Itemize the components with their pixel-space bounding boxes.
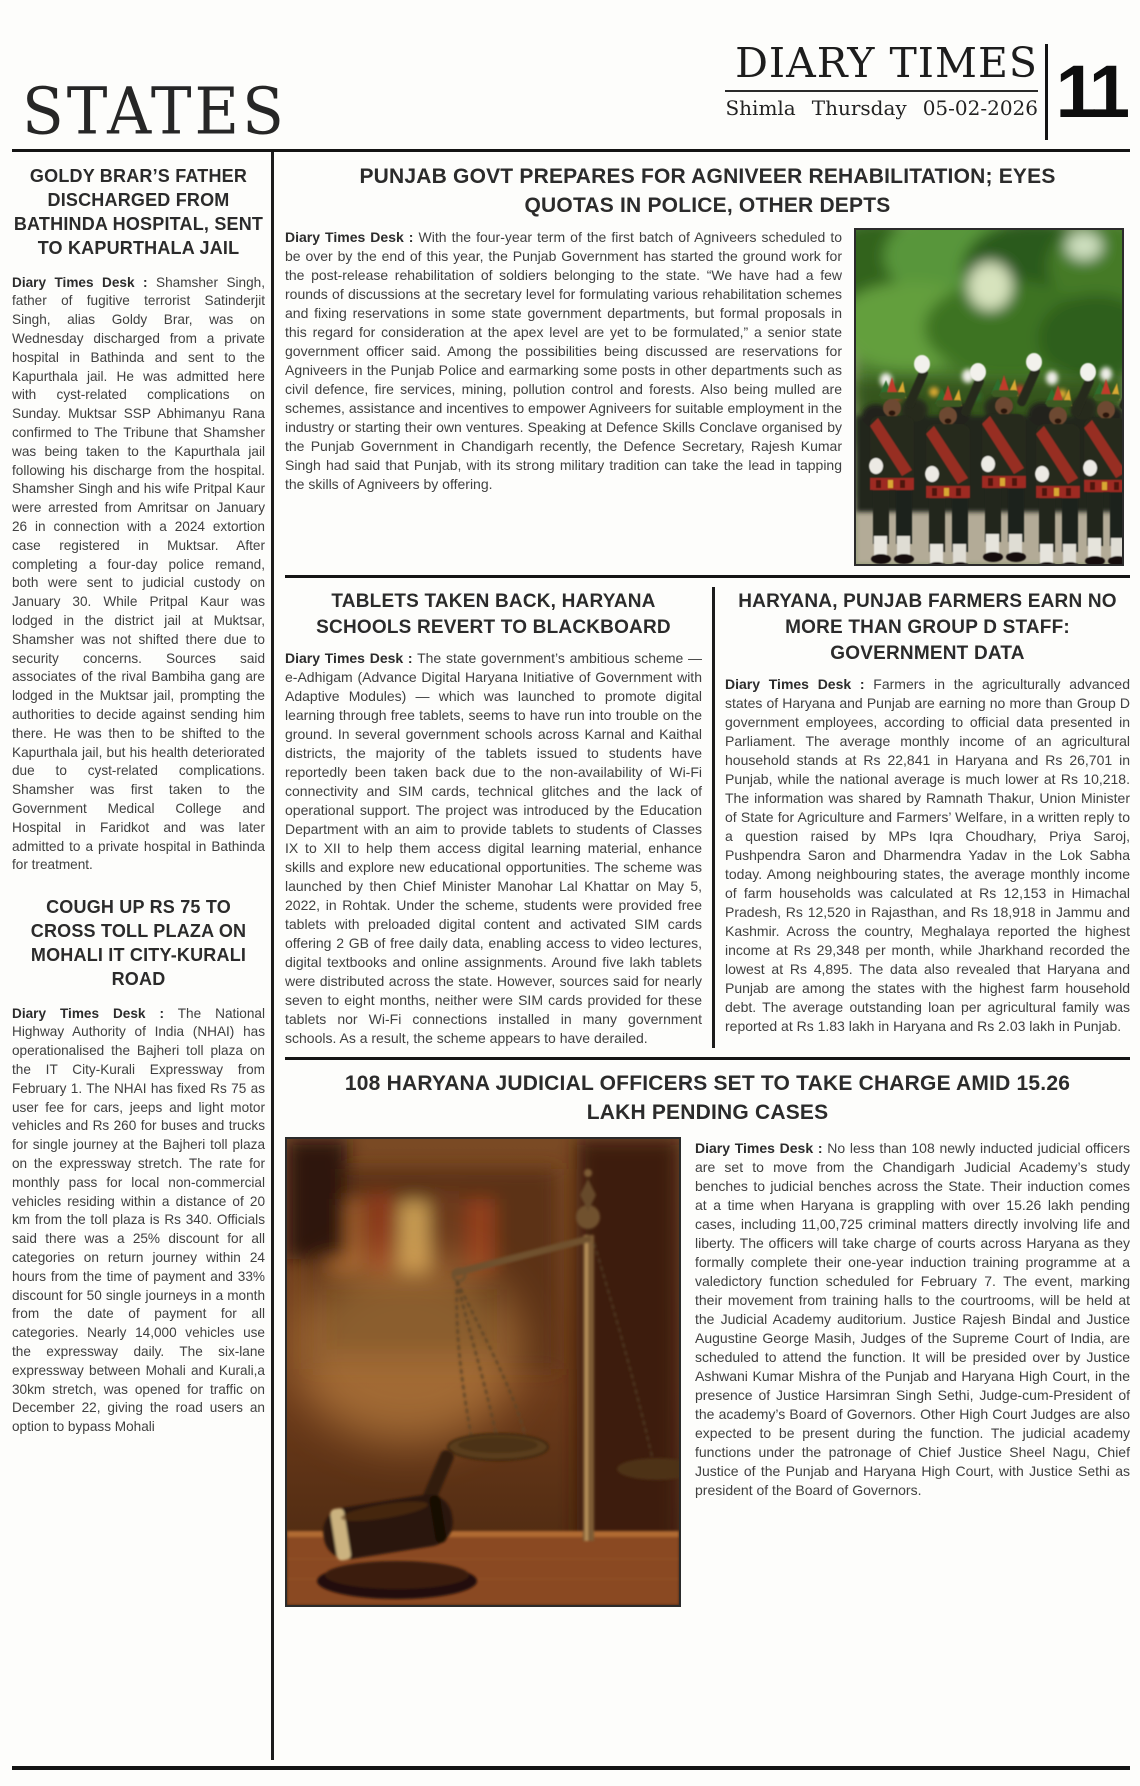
article-judicial (285, 1069, 1130, 1607)
paper-name: DIARY TIMES (735, 39, 1038, 87)
article-body: Diary Times Desk : The National Highway Authority of India (NHAI) has operationalised the Bajheri toll plaza on the IT City-Kurali Expressway from February 1. The NHAI has fixed Rs 75 as user fee for cars, jeeps and light motor vehicles and Rs 260 for buses and trucks for single journey at the Bajheri toll plaza on the expressway stretch. The rate for monthly pass for local non-commercial vehicles residing within a distance of 20 km from the toll plaza is Rs 340. Officials said there was a 25% discount for all categories on return journey within 24 hours from the time of payment and 33% discount for 50 single journeys in a month from the date of payment for all categories. Nearly 14,000 vehicles use the expressway daily. The six-lane expressway between Mohali and Kurali,a 30km stretch, was opened for traffic on December 22, giving the road users an option to bypass Mohali (12, 1005, 266, 1435)
article-headline: GOLDY BRAR’S FATHER DISCHARGED FROM BATHINDA HOSPITAL, SENT TO KAPURTHALA JAIL (13, 166, 264, 258)
article-body: Diary Times Desk : Farmers in the agriculturally advanced states of Haryana and Punjab are earning no more than Group D government employees, according to official data presented in Parliament. The average monthly income of an agricultural household stands at Rs 22,841 in Haryana and Rs 26,701 in Punjab, while the national average is much lower at Rs 10,218. The information was shared by Ramnath Thakur, Union Minister of State for Agriculture and Farmers’ Welfare, in a written reply to a question raised by MPs Iqra Choudhary, Priya Saroj, Pushpendra Saron and Dharmendra Yadav in the Lok Sabha today. Among neighbouring states, the average monthly income of farm households was calculated at Rs 12,153 in Himachal Pradesh, Rs 12,520 in Rajasthan, and Rs 18,918 in Jammu and Kashmir. Across the country, Meghalaya reported the highest income at Rs 29,348 per month, while Jharkhand recorded the lowest at Rs 4,895. The data also revealed that Haryana and Punjab are among the states with the highest farm household debt. The average outstanding loan per agricultural family was reported at Rs 1.83 lakh in Haryana and Rs 2.03 lakh in Punjab. (725, 676, 1130, 1034)
article-tablets (285, 587, 702, 1048)
left-column (12, 158, 265, 1451)
top-rule (12, 149, 1130, 152)
dateline-date: 05-02-2026 (922, 96, 1038, 121)
article-headline: COUGH UP RS 75 TO CROSS TOLL PLAZA ON MOHALI IT CITY-KURALI ROAD (30, 897, 247, 990)
section-divider (285, 575, 1130, 578)
byline: Diary Times Desk : (725, 676, 865, 692)
byline: Diary Times Desk : (12, 1005, 164, 1021)
column-divider (712, 587, 715, 1048)
article-toll-plaza (12, 895, 265, 1437)
dateline-day: Thursday (811, 96, 907, 121)
page-number: 11 (1055, 50, 1126, 133)
article-farmers (725, 587, 1130, 1048)
article-body: Diary Times Desk : No less than 108 newly inducted judicial officers are set to move from the Chandigarh Judicial Academy’s study benches to judicial benches across the State. Their induction comes at a time when Haryana is grappling with over 15.26 lakh pending cases, including 11,00,725 criminal matters directly involving life and liberty. The officers will take charge of courts across Haryana as they formally complete their one-year induction training programme at a valedictory function scheduled for February 7. The event, marking their movement from training halls to the courtrooms, will be held at the Judicial Academy auditorium. Justice Rajesh Bindal and Justice Augustine George Masih, Judges of the Supreme Court of India, are scheduled to attend the function. It will be presided over by Justice Ashwani Kumar Mishra of the Punjab and Haryana High Court, in the presence of Justice Harsimran Singh Sethi, Judge-cum-President of the academy’s Board of Governors. Other High Court Judges are also expected to be present during the function. The judicial academy functions under the patronage of Chief Justice Sheel Nagu, Chief Justice of the Punjab and Haryana High Court, with Justice Sethi as president of the Board of Governors. (695, 1140, 1130, 1498)
masthead-right (725, 39, 1038, 121)
article-body: Diary Times Desk : With the four-year term of the first batch of Agniveers scheduled to be over by the end of this year, the Punjab Government has started the ground work for the post-release rehabilitation of soldiers belonging to the state. “We have had a few rounds of discussions at the secretary level for formulating various rehabilitation schemes and fixing reservations in some state government departments, but formal proposals in this regard for consideration at the apex level are yet to be formulated,” a senior state government officer said. Among the possibilities being discussed are reservations for Agniveers in the Punjab Police and earmarking some posts in other departments such as civil defence, fire services, mining, pollution control and forests. Also being mulled are schemes, assistance and incentives to empower Agniveers for suitable employment in the industry or starting their own ventures. Speaking at Defence Skills Conclave organised by the Punjab Government in Chandigarh recently, the Defence Secretary, Rajesh Kumar Singh had said that Punjab, with its strong military tradition can take the lead in tapping the skills of Agniveers by offering. (285, 229, 843, 492)
article-headline: 108 HARYANA JUDICIAL OFFICERS SET TO TAKE CHARGE AMID 15.26 LAKH PENDING CASES (344, 1072, 1071, 1124)
byline: Diary Times Desk : (695, 1140, 823, 1156)
article-headline: TABLETS TAKEN BACK, HARYANA SCHOOLS REVERT TO BLACKBOARD (316, 591, 671, 638)
byline: Diary Times Desk : (12, 274, 148, 290)
main-area (285, 156, 1130, 1607)
bottom-rule (12, 1766, 1130, 1770)
masthead-vertical-rule (1045, 44, 1048, 140)
dateline-city: Shimla (725, 96, 796, 121)
article-headline: HARYANA, PUNJAB FARMERS EARN NO MORE THAN GROUP D STAFF: GOVERNMENT DATA (738, 591, 1117, 664)
byline: Diary Times Desk : (285, 650, 413, 666)
article-body: Diary Times Desk : Shamsher Singh, father of fugitive terrorist Satinderjit Singh, alias Goldy Brar, was on Wednesday discharged from a private hospital in Bathinda and sent to the Kapurthala jail. He was admitted here with cyst-related complications on Sunday. Muktsar SSP Abhimanyu Rana confirmed to The Tribune that Shamsher was being taken to the Kapurthala jail following his discharge from the hospital. Shamsher Singh and his wife Pritpal Kaur were arrested from Amritsar on January 26 in connection with a 2024 extortion case registered in Muktsar. After completing a four-day police remand, both were sent to judicial custody on January 30. While Pritpal Kaur was lodged in the district jail at Muktsar, Shamsher was not shifted there due to security concerns. Sources said associates of the rival Bambiha gang are lodged in the Muktsar jail, prompting the authorities to decide against sending him there. He was then to be shifted to the Kapurthala jail, but his health deteriorated due to cyst-related complications. Shamsher was first taken to the Government Medical College and Hospital in Faridkot and was later admitted to a private hospital in Bathinda for treatment. (12, 274, 265, 873)
scales-of-justice-gavel-illustration (287, 1139, 679, 1605)
article-body: Diary Times Desk : The state government’s ambitious scheme — e-Adhigam (Advance Digital Haryana Initiative of Government with Adaptive Modules) — which was launched to promote digital learning through free tablets, seems to have run into trouble on the ground. In several government schools across Karnal and Kaithal districts, the majority of the tablets issued to students have reportedly been taken back due to the non-availability of Wi-Fi connectivity and SIM cards, technical glitches and the lack of operational support. The project was introduced by the Education Department with an aim to provide tablets to students of Classes IX to XII to help them access digital learning material, enhance skills and explore new educational opportunities. The scheme was launched by then Chief Minister Manohar Lal Khattar on May 5, 2022, in Rohtak. Under the scheme, students were provided free tablets with preloaded digital content and activated SIM cards offering 2 GB of free daily data, enabling access to video lectures, digital textbooks and online assignments. Around five lakh tablets were distributed across the state. However, sources said for nearly seven to eight months, neither were SIM cards provided for these tablets nor Wi-Fi connections installed in many government schools. As a result, the scheme appears to have derailed. (285, 650, 703, 1046)
masthead (12, 0, 1130, 148)
article-goldy-brar (12, 164, 265, 875)
masthead-rule (725, 90, 1038, 92)
judicial-photo (285, 1137, 681, 1607)
article-agniveer (285, 162, 1130, 566)
soldiers-celebrating-illustration (856, 230, 1122, 564)
section-title: STATES (22, 74, 287, 150)
byline: Diary Times Desk : (285, 229, 414, 245)
article-headline: PUNJAB GOVT PREPARES FOR AGNIVEER REHABILITATION; EYES QUOTAS IN POLICE, OTHER DEPTS (359, 165, 1056, 217)
dateline (725, 96, 1038, 120)
agniveer-photo (854, 228, 1124, 566)
left-column-divider (271, 152, 274, 1760)
section-divider (285, 1057, 1130, 1060)
middle-band (285, 587, 1130, 1048)
